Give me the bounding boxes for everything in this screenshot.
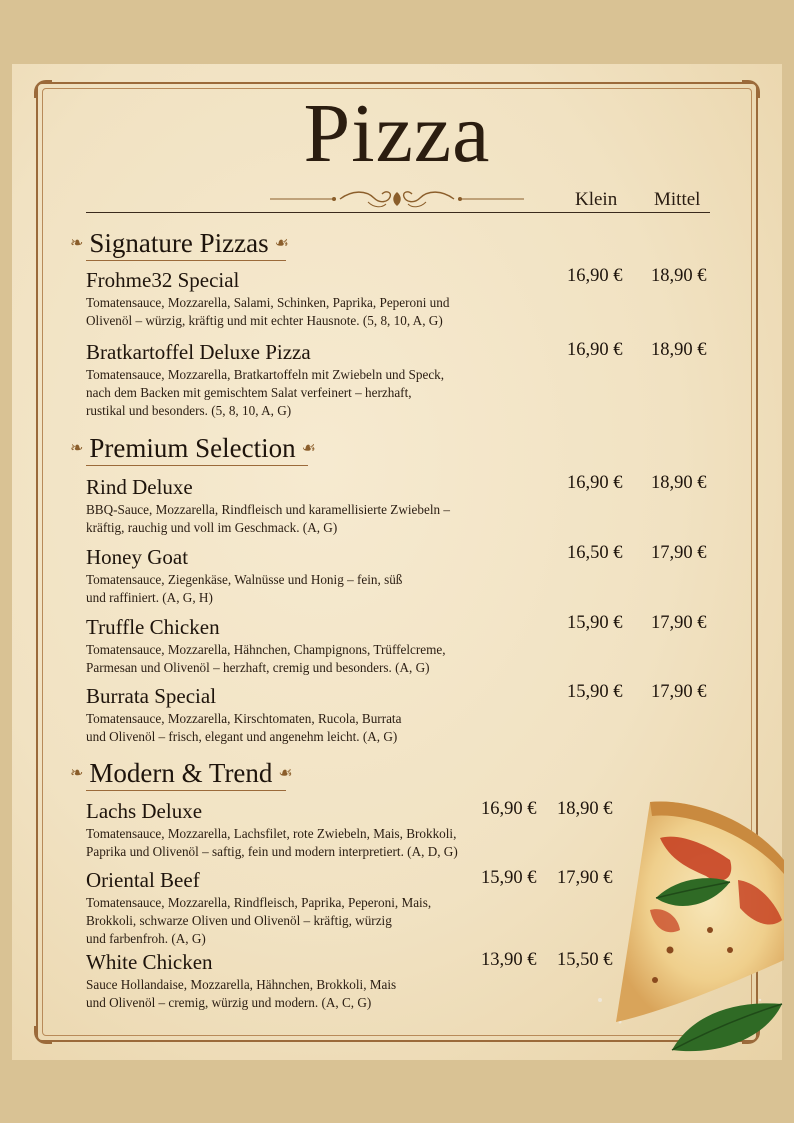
price-medium: 18,90 € bbox=[557, 799, 613, 819]
price-medium: 17,90 € bbox=[651, 613, 707, 633]
menu-item bbox=[86, 868, 431, 948]
item-description: Tomatensauce, Mozzarella, Salami, Schinken, Paprika, Peperoni und Olivenöl – würzig, kräftig und mit echter Hausnote. (5, 8, 10, A, G) bbox=[86, 295, 450, 328]
menu-item bbox=[86, 545, 402, 607]
fleuron-icon: ☙ bbox=[301, 439, 316, 457]
item-description: Tomatensauce, Mozzarella, Rindfleisch, Paprika, Peperoni, Mais, Brokkoli, schwarze Oliven und Olivenöl – kräftig, würzig und farbenfroh. (A, G) bbox=[86, 895, 432, 946]
price-small: 13,90 € bbox=[481, 950, 537, 970]
price-medium: 17,90 € bbox=[651, 543, 707, 563]
menu-item bbox=[86, 475, 450, 537]
section-title: Modern & Trend bbox=[89, 758, 273, 788]
column-header-mittel: Mittel bbox=[654, 189, 701, 210]
item-name: Lachs Deluxe bbox=[86, 799, 203, 823]
menu-item bbox=[86, 615, 446, 677]
fleuron-icon: ❧ bbox=[70, 764, 84, 782]
item-name: White Chicken bbox=[86, 950, 213, 974]
column-header-klein: Klein bbox=[575, 189, 618, 210]
item-description: Tomatensauce, Mozzarella, Hähnchen, Champignons, Trüffelcreme, Parmesan und Olivenöl – herzhaft, cremig und besonders. (A, G) bbox=[86, 642, 446, 675]
price-medium: 18,90 € bbox=[651, 340, 707, 360]
price-small: 16,90 € bbox=[567, 340, 623, 360]
item-description: Sauce Hollandaise, Mozzarella, Hähnchen, Brokkoli, Mais und Olivenöl – cremig, würzig und modern. (A, C, G) bbox=[86, 977, 397, 1010]
fleuron-icon: ❧ bbox=[70, 234, 84, 252]
fleuron-icon: ☙ bbox=[274, 234, 289, 252]
section-title: Premium Selection bbox=[89, 433, 296, 463]
item-description: Tomatensauce, Mozzarella, Lachsfilet, rote Zwiebeln, Mais, Brokkoli, Paprika und Olivenöl – saftig, fein und modern interpretiert. (A, D, G) bbox=[86, 826, 458, 859]
price-small: 16,90 € bbox=[567, 473, 623, 493]
item-name: Rind Deluxe bbox=[86, 475, 193, 499]
header-divider bbox=[86, 212, 710, 213]
item-description: BBQ-Sauce, Mozzarella, Rindfleisch und karamellisierte Zwiebeln – kräftig, rauchig und voll im Geschmack. (A, G) bbox=[86, 502, 451, 535]
section-heading bbox=[64, 760, 299, 787]
section-underline bbox=[86, 465, 308, 466]
item-description: Tomatensauce, Mozzarella, Bratkartoffeln mit Zwiebeln und Speck, nach dem Backen mit gemischtem Salat verfeinert – herzhaft, rustikal und besonders. (5, 8, 10, A, G) bbox=[86, 367, 445, 418]
price-small: 15,90 € bbox=[567, 613, 623, 633]
page-title: Pizza bbox=[303, 87, 491, 180]
section-heading bbox=[64, 230, 295, 257]
scroll-ornament-icon bbox=[270, 188, 524, 210]
price-medium: 18,90 € bbox=[651, 266, 707, 286]
section-underline bbox=[86, 260, 286, 261]
item-name: Honey Goat bbox=[86, 545, 189, 569]
item-name: Frohme32 Special bbox=[86, 268, 240, 292]
price-small: 16,50 € bbox=[567, 543, 623, 563]
fleuron-icon: ☙ bbox=[278, 764, 293, 782]
menu-item bbox=[86, 340, 444, 420]
item-name: Oriental Beef bbox=[86, 868, 200, 892]
item-name: Bratkartoffel Deluxe Pizza bbox=[86, 340, 311, 364]
corner-ornament-icon bbox=[34, 1026, 52, 1044]
fleuron-icon: ❧ bbox=[70, 439, 84, 457]
price-small: 15,90 € bbox=[481, 868, 537, 888]
menu-item bbox=[86, 950, 396, 1012]
price-medium: 15,50 € bbox=[557, 950, 613, 970]
menu-item bbox=[86, 268, 449, 330]
price-small: 16,90 € bbox=[481, 799, 537, 819]
price-medium: 17,90 € bbox=[557, 868, 613, 888]
menu-item bbox=[86, 684, 401, 746]
item-description: Tomatensauce, Mozzarella, Kirschtomaten, Rucola, Burrata und Olivenöl – frisch, elegant und angenehm leicht. (A, G) bbox=[86, 711, 402, 744]
section-title: Signature Pizzas bbox=[89, 228, 269, 258]
price-medium: 17,90 € bbox=[651, 682, 707, 702]
item-name: Truffle Chicken bbox=[86, 615, 220, 639]
menu-item bbox=[86, 799, 458, 861]
pizza-slice-illustration bbox=[560, 790, 794, 1060]
section-underline bbox=[86, 790, 286, 791]
item-name: Burrata Special bbox=[86, 684, 217, 708]
price-medium: 18,90 € bbox=[651, 473, 707, 493]
price-small: 16,90 € bbox=[567, 266, 623, 286]
item-description: Tomatensauce, Ziegenkäse, Walnüsse und Honig – fein, süß und raffiniert. (A, G, H) bbox=[86, 572, 403, 605]
price-small: 15,90 € bbox=[567, 682, 623, 702]
section-heading bbox=[64, 435, 322, 462]
